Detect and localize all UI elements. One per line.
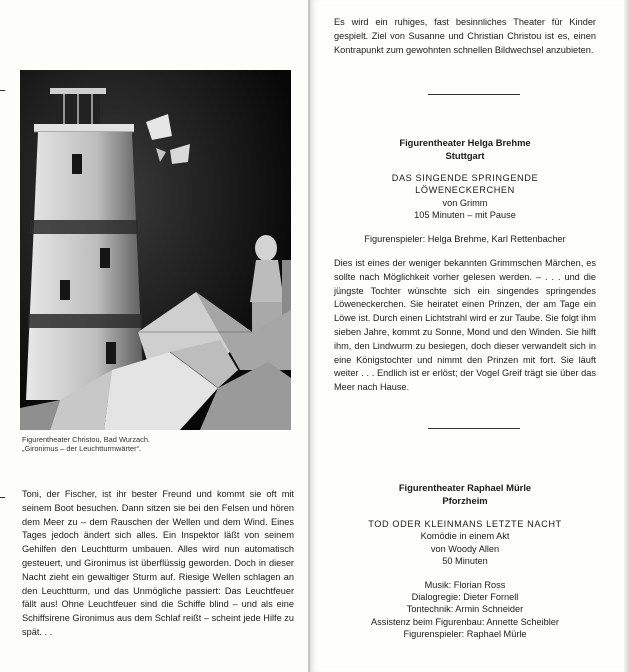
photo-caption bbox=[22, 435, 292, 453]
entry-theater: Figurentheater Helga Brehme bbox=[399, 137, 531, 148]
entry-title: TOD ODER KLEINMANS LETZTE NACHT bbox=[368, 519, 562, 529]
intro-text: Es wird ein ruhiges, fast besinnliches Theater für Kinder gespielt. Ziel von Susanne und Christian Christou ist es, einen Kontrapunkt zum gewohnten schnellen Bildwechsel anzubieten. bbox=[334, 17, 596, 55]
entry-city: Stuttgart bbox=[445, 149, 485, 161]
entry-description: Dies ist eines der weniger bekannten Grimmschen Märchen, es sollte nach Möglichkeit vorher gelesen werden. – . . . und die jüngste Tochter wünschte sich ein singendes springendes Löweneckerchen. Sie heiratet einen Prinzen, der am Tage ein Löwe ist. Durch einen Lichtstrahl wird er zur Taube. Sie folgt ihm sieben Jahre, kommt zu Sonne, Mond und den Winden. Sie hilft ihm, den Lindwurm zu besiegen, doch dieser verwandelt sich in eine Königstochter und nimmt den Prinzen mit fort. Sie läuft weiter . . . Endlich ist er erlöst; der Vogel Greif trägt sie über das Meer nach Hause. bbox=[334, 258, 596, 393]
entry-title: DAS SINGENDE SPRINGENDE bbox=[391, 173, 539, 183]
entry-author: von Woody Allen bbox=[430, 543, 500, 554]
entry-genre: Komödie in einem Akt bbox=[420, 531, 510, 542]
story-text: Toni, der Fischer, ist ihr bester Freund und kommt sie oft mit seinem Boot besuchen. Dann sitzen sie bei den Felsen und hören dem Meer zu – dem Rauschen der Wellen und dem Wind. Eines Tages jedoch ändert sich alles. Ein Inspektor läßt von seinem Gehilfen den Leuchtturm umbauen. Alles wird nun automatisch gesteuert, und Gironimus ist überflüssig geworden. Doch in dieser Nacht zieht ein gewaltiger Sturm auf. Riesige Wellen schlagen an den Leuchtturm, und das Unmögliche passiert: Das Leuchtfeuer fällt aus! Ohne Leuchtfeuer sind die Schiffe blind – und als eine Schiffsirene Gironimus aus dem Schlaf reißt – scheint jede Hilfe zu spät. . . bbox=[22, 489, 294, 637]
margin-tick bbox=[0, 497, 5, 498]
divider bbox=[428, 94, 520, 95]
page-edge bbox=[624, 0, 630, 672]
entry-duration: 50 Minuten bbox=[442, 556, 488, 567]
entry-helga-brehme bbox=[334, 137, 596, 245]
entry-duration: 105 Minuten – mit Pause bbox=[414, 210, 516, 221]
caption-line: Figurentheater Christou, Bad Wurzach. bbox=[22, 435, 151, 444]
margin-tick bbox=[0, 90, 5, 91]
credit-line: Tontechnik: Armin Schneider bbox=[406, 604, 524, 615]
lighthouse-photo bbox=[20, 70, 291, 430]
entry-players: Figurenspieler: Helga Brehme, Karl Rettenbacher bbox=[364, 233, 566, 244]
entry-author: von Grimm bbox=[442, 197, 488, 208]
credit-line: Dialogregie: Dieter Fornell bbox=[411, 592, 519, 603]
entry-raphael-muerle bbox=[334, 482, 596, 641]
credit-line: Musik: Florian Ross bbox=[424, 579, 506, 590]
credit-line: Assistenz beim Figurenbau: Annette Scheibler bbox=[371, 616, 559, 627]
left-page bbox=[0, 0, 310, 672]
divider bbox=[428, 428, 520, 429]
entry-city: Pforzheim bbox=[442, 494, 488, 506]
entry-title: LÖWENECKERCHEN bbox=[415, 185, 515, 196]
caption-line: „Gironimus – der Leuchtturmwärter“. bbox=[22, 444, 142, 453]
credit-line: Figurenspieler: Raphael Mürle bbox=[403, 629, 527, 640]
entry-theater: Figurentheater Raphael Mürle bbox=[398, 482, 532, 493]
